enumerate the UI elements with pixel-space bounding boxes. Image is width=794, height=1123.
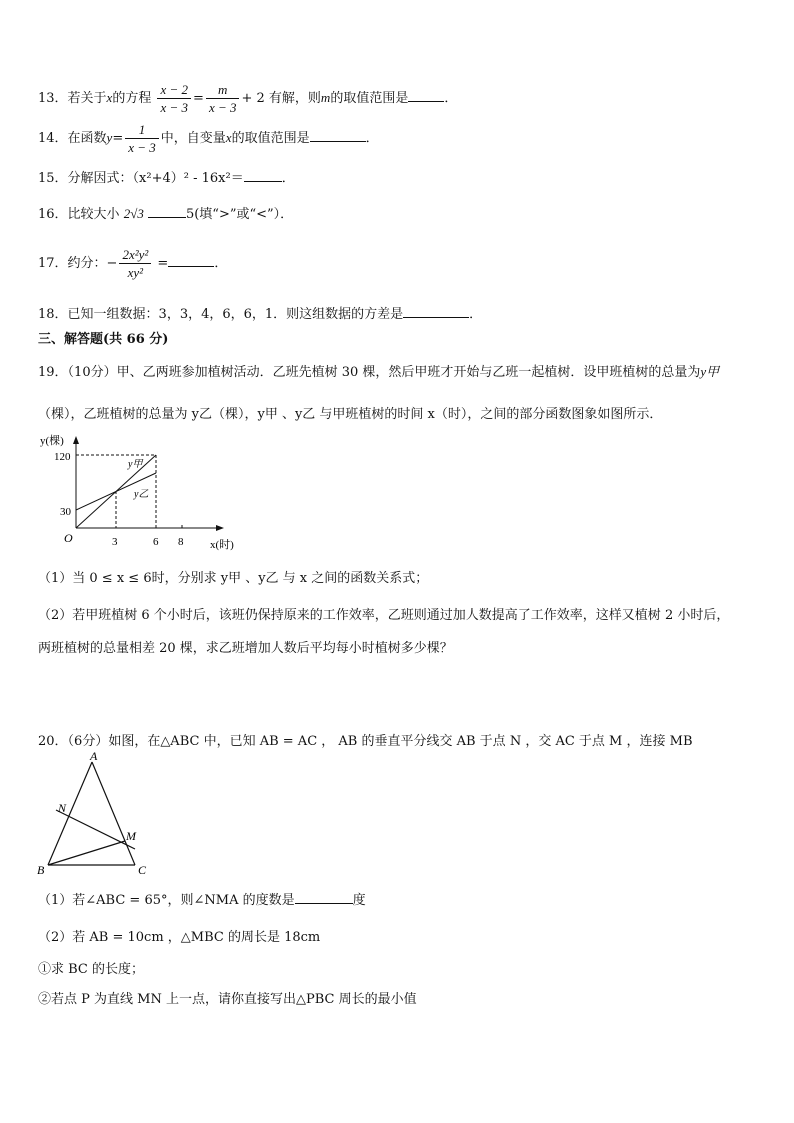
q19-line-2: （棵），乙班植树的总量为 y乙（棵），y甲 、y乙 与甲班植树的时间 x（时），之间的部分函数图象如图所示． [38,407,663,422]
q19-sub-2a: （2）若甲班植树 6 个小时后，该班仍保持原来的工作效率，乙班则通过加人数提高了工作效率，这样又植树 2 小时后， [38,608,730,623]
q13-f1-den: x − 3 [160,100,189,115]
q20-sub-1-pre: （1）若∠ABC = 65°，则∠NMA 的度数是 [38,893,295,908]
graph-ylabel: y(棵) [40,435,64,447]
q14-num: 1 [125,121,159,139]
q17-eq: = [157,256,169,271]
q14-end: ． [365,131,379,146]
function-graph [38,428,253,558]
label-y-jia: y甲 [128,459,143,470]
q14-post: 的取值范围是 [231,131,310,146]
q16-value: 2√3 [123,206,144,221]
q20-blank [295,891,353,904]
x-axis-arrow-icon [216,525,224,531]
segment-mb [48,841,125,865]
q19-sub-1: （1）当 0 ≤ x ≤ 6时，分别求 y甲 、y乙 与 x 之间的函数关系式； [38,571,429,586]
q20-sub-2: （2）若 AB = 10cm ，△MBC 的周长是 18cm [38,930,321,945]
q15-blank [244,169,282,182]
q15-text: 15．分解因式：（x²+4）² - 16x²＝ [38,171,244,186]
q14-blank [310,129,366,142]
q13-f1-num: x − 2 [157,81,191,99]
x-tick-3: 3 [112,536,118,548]
point-a: A [90,749,98,763]
question-18 [38,303,482,322]
q17-fraction [119,246,151,281]
q13-end: ． [444,91,458,106]
question-14 [38,120,379,157]
q14-x: x [225,130,232,145]
q16-pre: 16．比较大小 [38,207,120,222]
q13-pre: 13．若关于 [38,91,107,106]
point-m: M [126,829,136,843]
graph-origin: O [64,531,73,545]
q14-pre: 14．在函数 [38,131,107,146]
question-15 [38,167,295,186]
q20-line-1: 20．（6分）如图，在△ABC 中，已知 AB = AC ， AB 的垂直平分线交 AB 于点 N ，交 AC 于点 M ，连接 MB [38,734,693,749]
triangle-figure [34,748,164,878]
x-tick-6: 6 [153,536,159,548]
q19-line-1 [38,361,719,380]
q18-end: ． [469,307,483,322]
q13-blank [408,89,444,102]
q18-text: 18．已知一组数据：3，3，4，6，6，1．则这组数据的方差是 [38,307,404,322]
q17-blank [168,254,214,267]
q13-m: m [320,90,331,105]
section-title: 三、解答题(共 66 分) [38,332,169,347]
graph-xlabel: x(时) [210,539,234,551]
q14-y: y [106,130,113,145]
question-13 [38,80,457,117]
point-n: N [58,801,67,815]
q17-end: ． [214,256,228,271]
q13-x: x [106,90,113,105]
q20-c1: ①求 BC 的长度； [38,962,145,977]
q14-fraction [125,121,159,156]
q20-sub-1-post: 度 [352,893,366,908]
question-17 [38,246,227,282]
q20-c2: ②若点 P 为直线 MN 上一点，请你直接写出△PBC 周长的最小值 [38,992,417,1007]
q19-line-1-text: 19．（10分）甲、乙两班参加植树活动．乙班先植树 30 棵，然后甲班才开始与乙班一起植树．设甲班植树的总量为 [38,365,701,380]
point-c: C [138,863,147,877]
q13-fraction-1 [157,81,191,116]
y-axis-arrow-icon [73,436,79,444]
label-y-yi: y乙 [134,489,149,500]
q17-pre: 17．约分：− [38,256,118,271]
x-tick-8: 8 [178,536,184,548]
q16-blank [148,205,186,218]
question-16 [38,203,293,222]
q14-mid: 中，自变量 [160,131,226,146]
side-ab [48,762,92,865]
y-tick-30: 30 [60,506,71,518]
point-b: B [37,863,45,877]
q13-post: 的取值范围是 [330,91,409,106]
q20-sub-1 [38,889,366,908]
q13-fraction-2 [206,81,240,116]
q13-plus: + 2 有解，则 [241,91,321,106]
q16-post: 5(填“>”或“<”）． [185,207,294,222]
q17-num: 2x²y² [119,246,151,264]
q14-den: x − 3 [128,140,156,155]
q17-den: xy² [127,265,144,280]
perpendicular-bisector-mn [56,810,135,849]
q13-f2-den: x − 3 [208,100,237,115]
q15-end: ． [281,171,295,186]
y-tick-120: 120 [54,451,71,463]
q14-eq: = [112,131,124,146]
q13-f2-num: m [206,81,240,99]
q13-eq: = [193,91,204,106]
q13-mid: 的方程 [112,91,152,106]
q19-sub-2b: 两班植树的总量相差 20 棵，求乙班增加人数后平均每小时植树多少棵？ [38,641,453,656]
q19-ya: y甲 [700,364,720,379]
q18-blank [403,305,469,318]
